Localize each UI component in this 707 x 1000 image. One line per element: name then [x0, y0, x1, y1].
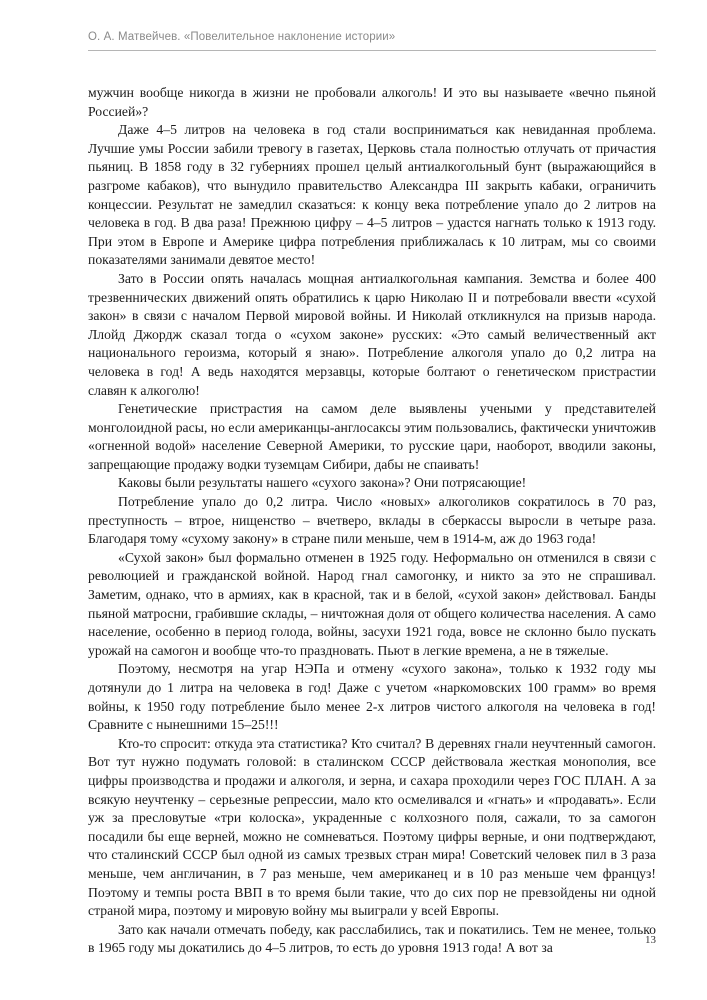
- paragraph: «Сухой закон» был формально отменен в 1925 году. Неформально он отменился в связи с революцией и гражданской войной. Народ гнал самогонку, и никто за это не спрашивал. Заметим, однако, что в армиях, как в красной, так и в белой, «сухой закон» действовал. Банды пьяной матросни, грабившие склады, – ничтожная доля от общего количества населения. А само население, особенно в период голода, войны, засухи 1921 года, вовсе не склонно было пускать урожай на самогон и вообще что-то праздновать. Пьют в легкие времена, а не в тяжелые.: [88, 549, 656, 658]
- paragraph: Генетические пристрастия на самом деле выявлены учеными у представителей монголоидной расы, но если американцы-англосаксы этим пользовались, фактически уничтожив «огненной водой» население Северной Америки, то русские цари, наоборот, вводили законы, запрещающие продажу водки туземцам Сибири, дабы не спаивать!: [88, 401, 656, 472]
- paragraph: Поэтому, несмотря на угар НЭПа и отмену «сухого закона», только к 1932 году мы дотянули до 1 литра на человека в год! Даже с учетом «наркомовских 100 грамм» во время войны, к 1950 году потребление было менее 2-х литров чистого алкоголя на человека в год! Сравните с нынешними 15–25!!!: [88, 661, 656, 733]
- paragraph: Каковы были результаты нашего «сухого закона»? Они потрясающие!: [118, 475, 527, 491]
- paragraph: Зато в России опять началась мощная антиалкогольная кампания. Земства и более 400 трезвеннических движений опять обратились к царю Николаю II и потребовали ввести «сухой закон» в связи с началом Первой мировой войны. И Николай откликнулся на призыв народа. Ллойд Джордж сказал тогда о «сухом законе» русских: «Это самый величественный акт национального героизма, который я знаю». Потребление алкоголя упало до 0,2 литра на человека в год! А ведь находятся мерзавцы, которые болтают о генетическом пристрастии славян к алкоголю!: [88, 270, 656, 398]
- paragraph: Кто-то спросит: откуда эта статистика? Кто считал? В деревнях гнали неучтенный самогон. Вот тут нужно подумать головой: в сталинском СССР действовала жесткая монополия, все цифры производства и продажи и алкоголя, и зерна, и сахара проходили через ГОС ПЛАН. А за всякую неучтенку – серьезные репрессии, мало кто осмеливался и «гнать» и «продавать». Если уж за пресловутые «три колоска», украденные с колхозного поля, сажали, то за самогон посадили бы еще верней, можно не сомневаться. Поэтому цифры верные, и они подтверждают, что сталинский СССР был одной из самых трезвых стран мира! Советский человек пил в 3 раза меньше, чем англичанин, в 7 раз меньше, чем американец и в 10 раз меньше чем француз! Поэтому и темпы роста ВВП в то время были такие, что до сих пор не превзойдены ни одной страной мира, поэтому и мировую войну мы выиграли у всей Европы.: [88, 735, 656, 919]
- paragraph: Даже 4–5 литров на человека в год стали восприниматься как невиданная проблема. Лучшие умы России забили тревогу в газетах, Церковь стала полностью отлучать от причастия пьяниц. В 1858 году в 32 губерниях прошел целый антиалкогольный бунт (выражающийся в разгроме кабаков), что вынудило правительство Александра III закрыть кабаки, ограничить концессии. Результат не замедлил сказаться: к концу века потребление упало до 2 литров на человека в год. В два раза! Прежнюю цифру – 4–5 литров – удастся нагнать только к 1913 году. При этом в Европе и Америке цифра потребления приближалась к 10 литрам, мы со своими показателями занимали девятое место!: [88, 122, 656, 268]
- page-number: 13: [645, 934, 656, 946]
- running-header: О. А. Матвейчев. «Повелительное наклонение истории»: [88, 31, 396, 43]
- body-text: [88, 84, 656, 958]
- paragraph: мужчин вообще никогда в жизни не пробовали алкоголь! И это вы называете «вечно пьяной Россией»?: [88, 85, 656, 119]
- paragraph: Зато как начали отмечать победу, как расслабились, так и покатились. Тем не менее, только в 1965 году мы докатились до 4–5 литров, то есть до уровня 1913 года! А вот за: [88, 921, 656, 956]
- header-divider: [88, 50, 656, 51]
- paragraph: Потребление упало до 0,2 литра. Число «новых» алкоголиков сократилось в 70 раз, преступность – втрое, нищенство – вчетверо, вклады в сберкассы выросли в четыре раза. Благодаря тому «сухому закону» в стране пили меньше, чем в 1914-м, аж до 1963 года!: [88, 494, 656, 547]
